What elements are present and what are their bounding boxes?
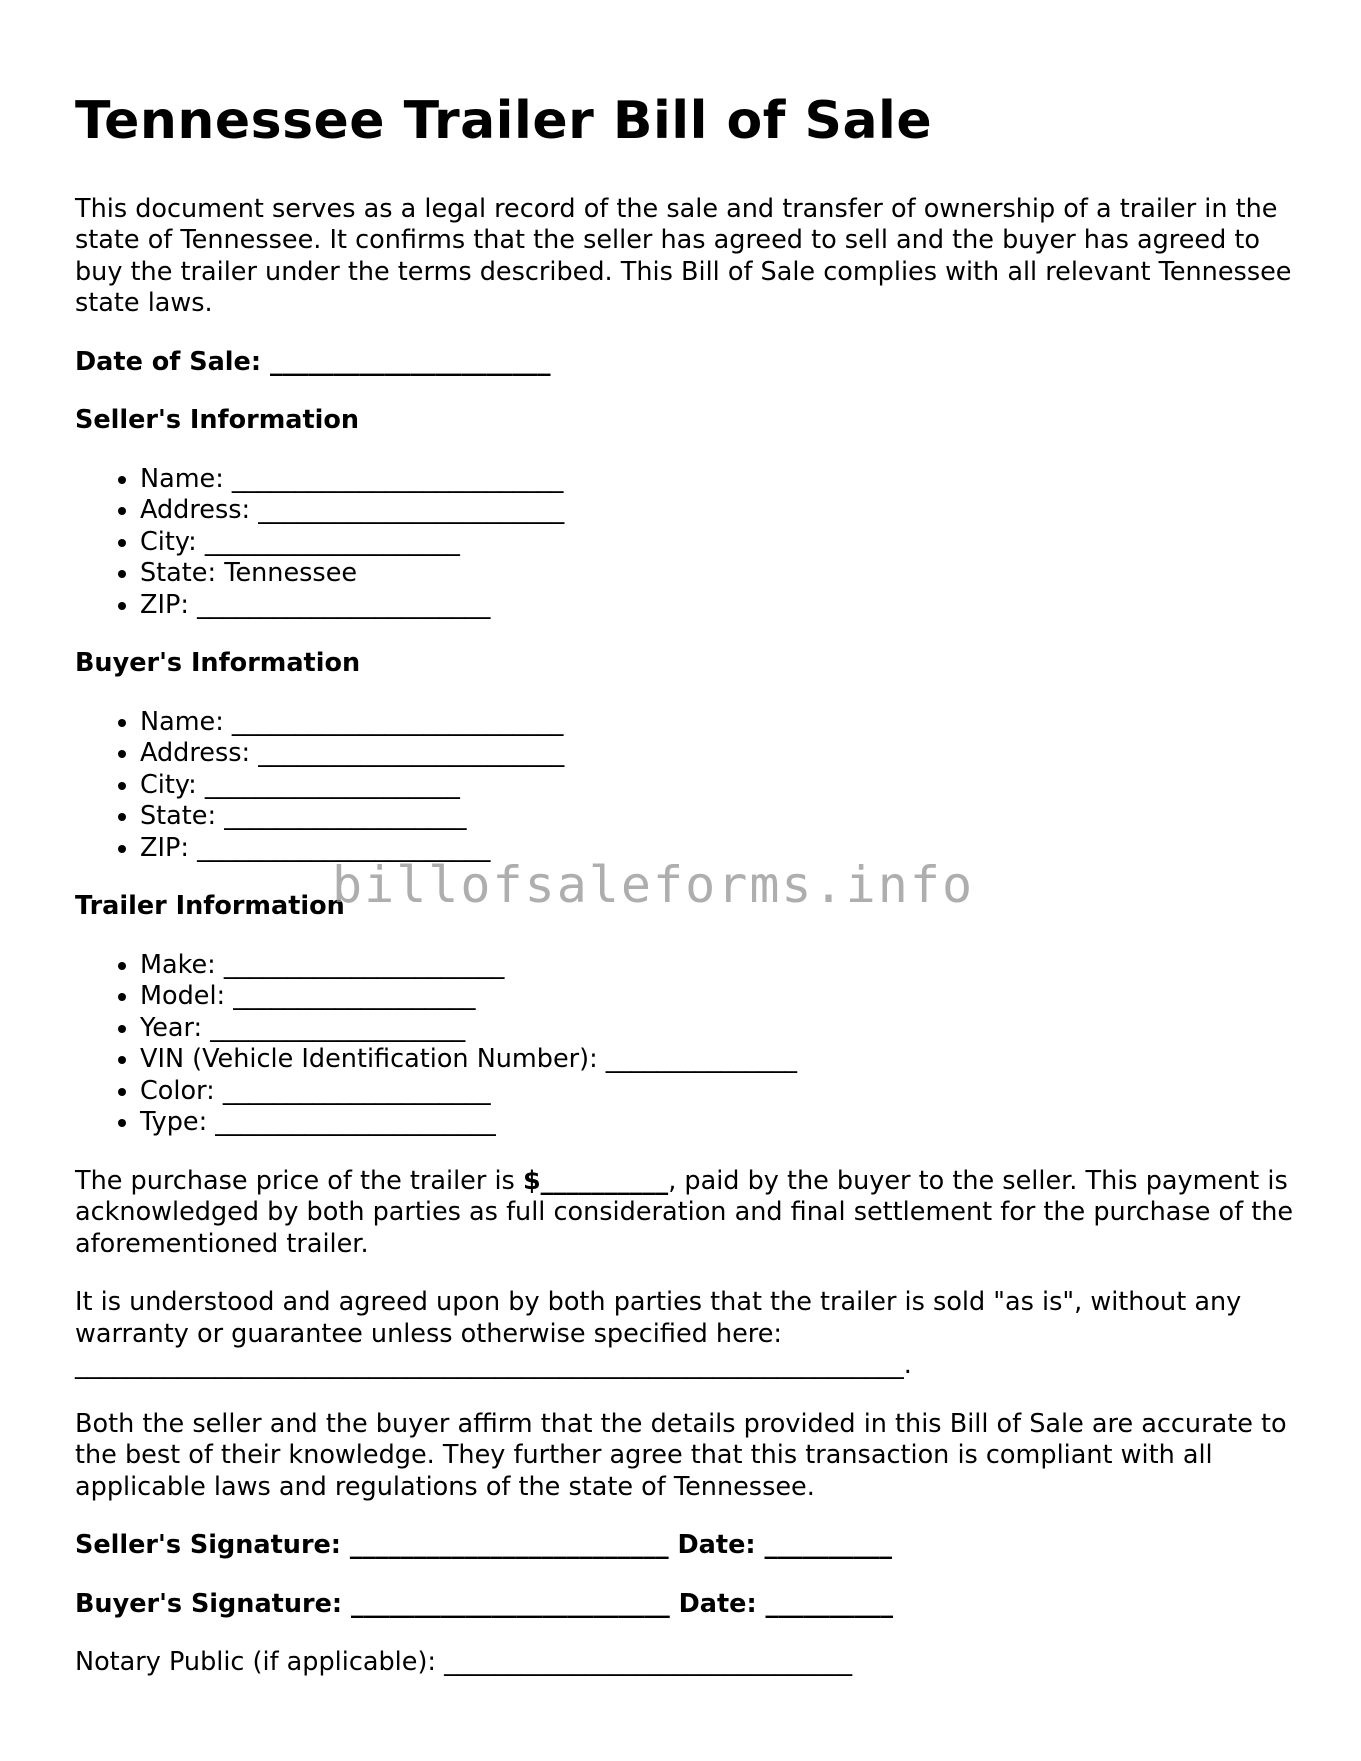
affirm-paragraph: Both the seller and the buyer affirm that the details provided in this Bill of Sale are accurate to the best of their knowledge. They further agree that this transaction is compliant with all applicable laws and regulations of the state of Tennessee. (75, 1408, 1287, 1502)
price-text-after: , paid by the buyer to the seller. This payment is acknowledged by both parties as full consideration and final settlement for the purchase of the aforementioned trailer. (75, 1165, 1294, 1259)
buyer-state: • State: ___________________ (140, 801, 1295, 833)
trailer-make: • Make: ______________________ (140, 950, 1295, 982)
date-of-sale-blank: ______________________ (269, 346, 551, 377)
intro-paragraph: This document serves as a legal record of the sale and transfer of ownership of a trailer in the state of Tennessee. It confirms that the seller has agreed to sell and the buyer has agreed to buy the trailer under the terms described. This Bill of Sale complies with all relevant Tennessee state laws. (75, 193, 1292, 319)
price-amount: $__________ (522, 1165, 669, 1196)
as-is-paragraph: It is understood and agreed upon by both parties that the trailer is sold "as is", without any warranty or guarantee unless otherwise specified here: _________________________________________________________________. (75, 1287, 1242, 1381)
watermark-text: billofsaleforms.info (332, 856, 975, 914)
buyer-city: • City: ____________________ (140, 770, 1295, 802)
seller-zip: • ZIP: _______________________ (140, 590, 1295, 622)
buyer-name: • Name: __________________________ (140, 707, 1295, 739)
trailer-model: • Model: ___________________ (140, 981, 1295, 1013)
trailer-color: • Color: _____________________ (140, 1076, 1295, 1108)
buyer-heading: Buyer's Information (75, 648, 361, 679)
seller-name: • Name: __________________________ (140, 464, 1295, 496)
buyer-signature-line: Buyer's Signature: _________________________ Date: __________ (75, 1588, 894, 1619)
trailer-year: • Year: ____________________ (140, 1013, 1295, 1045)
notary-line: Notary Public (if applicable): ________________________________ (75, 1647, 853, 1678)
seller-list (75, 464, 1295, 622)
price-text-before: The purchase price of the trailer is (75, 1165, 523, 1196)
trailer-list (75, 950, 1295, 1139)
seller-state: • State: Tennessee (140, 558, 1295, 590)
buyer-list (75, 707, 1295, 865)
trailer-heading: Trailer Information (75, 891, 345, 922)
seller-city: • City: ____________________ (140, 527, 1295, 559)
buyer-zip: • ZIP: _______________________ (140, 833, 1295, 865)
trailer-vin: • VIN (Vehicle Identification Number): _______________ (140, 1044, 1295, 1076)
date-of-sale (75, 347, 1295, 379)
seller-heading: Seller's Information (75, 405, 360, 436)
price-paragraph (75, 1166, 1295, 1261)
trailer-type: • Type: ______________________ (140, 1107, 1295, 1139)
seller-address: • Address: ________________________ (140, 495, 1295, 527)
document-title: Tennessee Trailer Bill of Sale (75, 91, 933, 151)
date-of-sale-label: Date of Sale: (75, 346, 262, 377)
seller-signature-line: Seller's Signature: _________________________ Date: __________ (75, 1530, 892, 1561)
buyer-address: • Address: ________________________ (140, 738, 1295, 770)
